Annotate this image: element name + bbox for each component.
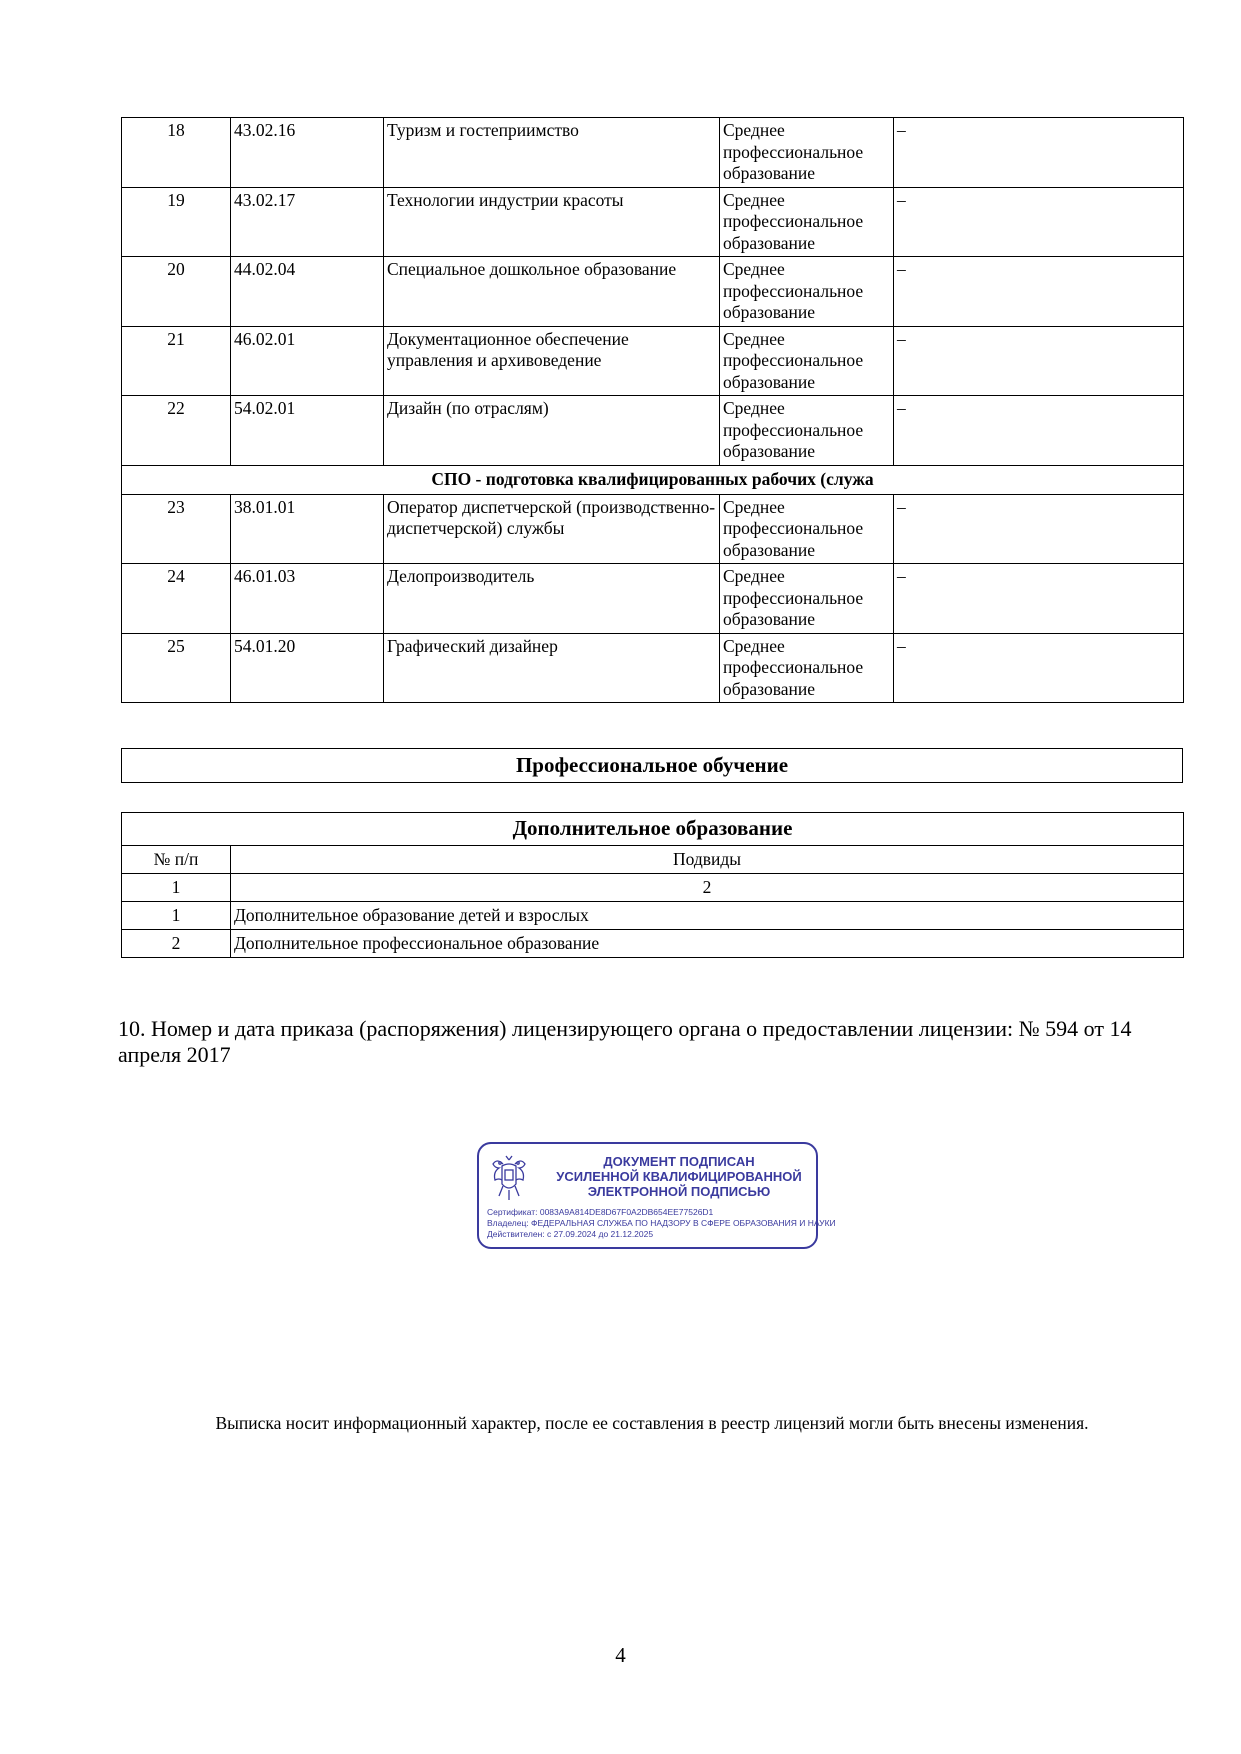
row-number: 2 [122, 930, 231, 958]
row-number: 19 [122, 187, 231, 257]
program-code: 43.02.17 [231, 187, 384, 257]
section-title: СПО - подготовка квалифицированных рабочих (служа [122, 465, 1184, 494]
education-level: Среднее профессиональное образование [720, 326, 894, 396]
education-level: Среднее профессиональное образование [720, 396, 894, 466]
program-note: – [894, 187, 1184, 257]
program-code: 46.02.01 [231, 326, 384, 396]
program-name: Графический дизайнер [384, 633, 720, 703]
table-row [122, 396, 1184, 466]
index-cell: 2 [231, 874, 1184, 902]
row-number: 24 [122, 564, 231, 634]
program-name: Специальное дошкольное образование [384, 257, 720, 327]
column-header-number: № п/п [122, 846, 231, 874]
subtype-name: Дополнительное профессиональное образование [231, 930, 1184, 958]
header-row [122, 846, 1184, 874]
program-code: 54.02.01 [231, 396, 384, 466]
table-row [122, 494, 1184, 564]
row-number: 18 [122, 118, 231, 188]
education-level: Среднее профессиональное образование [720, 633, 894, 703]
program-name: Дизайн (по отраслям) [384, 396, 720, 466]
education-level: Среднее профессиональное образование [720, 257, 894, 327]
table-row [122, 633, 1184, 703]
table-row [122, 118, 1184, 188]
section-header-row [122, 465, 1184, 494]
table-row [122, 930, 1184, 958]
page-number: 4 [615, 1643, 626, 1667]
index-row [122, 874, 1184, 902]
program-note: – [894, 633, 1184, 703]
program-name: Делопроизводитель [384, 564, 720, 634]
program-code: 54.01.20 [231, 633, 384, 703]
license-order-text: 10. Номер и дата приказа (распоряжения) лицензирующего органа о предоставлении лицензии: № 594 от 14 апреля 2017 [118, 1016, 1132, 1067]
table-row [122, 326, 1184, 396]
stamp-line-2: УСИЛЕННОЙ КВАЛИФИЦИРОВАННОЙ [556, 1169, 802, 1184]
stamp-headline [549, 1154, 809, 1199]
education-level: Среднее профессиональное образование [720, 564, 894, 634]
program-code: 38.01.01 [231, 494, 384, 564]
row-number: 1 [122, 902, 231, 930]
row-number: 23 [122, 494, 231, 564]
electronic-signature-stamp [477, 1142, 836, 1249]
education-level: Среднее профессиональное образование [720, 118, 894, 188]
stamp-line-3: ЭЛЕКТРОННОЙ ПОДПИСЬЮ [587, 1184, 771, 1199]
program-note: – [894, 118, 1184, 188]
stamp-owner: Владелец: ФЕДЕРАЛЬНАЯ СЛУЖБА ПО НАДЗОРУ В СФЕРЕ ОБРАЗОВАНИЯ И НАУКИ [487, 1218, 836, 1228]
program-name: Технологии индустрии красоты [384, 187, 720, 257]
program-code: 44.02.04 [231, 257, 384, 327]
program-note: – [894, 494, 1184, 564]
double-headed-eagle-emblem-icon [489, 1154, 529, 1202]
professional-training-title: Профессиональное обучение [122, 749, 1183, 783]
education-level: Среднее профессиональное образование [720, 187, 894, 257]
table-row [122, 257, 1184, 327]
row-number: 21 [122, 326, 231, 396]
column-header-subtypes: Подвиды [231, 846, 1184, 874]
stamp-line-1: ДОКУМЕНТ ПОДПИСАН [603, 1154, 755, 1169]
program-note: – [894, 564, 1184, 634]
professional-training-table [121, 748, 1183, 783]
additional-education-table [121, 812, 1184, 958]
program-note: – [894, 396, 1184, 466]
disclaimer-text: Выписка носит информационный характер, после ее составления в реестр лицензий могли быть внесены изменения. [215, 1413, 1089, 1433]
index-cell: 1 [122, 874, 231, 902]
table-row [122, 564, 1184, 634]
stamp-certificate: Сертификат: 0083A9A814DE8D67F0A2DB654EE77526D1 [487, 1207, 714, 1217]
program-note: – [894, 257, 1184, 327]
additional-education-title: Дополнительное образование [122, 813, 1184, 846]
subtype-name: Дополнительное образование детей и взрослых [231, 902, 1184, 930]
programs-table [121, 117, 1184, 703]
row-number: 25 [122, 633, 231, 703]
stamp-validity: Действителен: с 27.09.2024 до 21.12.2025 [487, 1229, 654, 1239]
program-name: Туризм и гостеприимство [384, 118, 720, 188]
program-note: – [894, 326, 1184, 396]
row-number: 22 [122, 396, 231, 466]
program-code: 43.02.16 [231, 118, 384, 188]
education-level: Среднее профессиональное образование [720, 494, 894, 564]
program-name: Оператор диспетчерской (производственно-диспетчерской) службы [384, 494, 720, 564]
program-name: Документационное обеспечение управления и архивоведение [384, 326, 720, 396]
program-code: 46.01.03 [231, 564, 384, 634]
table-row [122, 187, 1184, 257]
row-number: 20 [122, 257, 231, 327]
table-row [122, 902, 1184, 930]
